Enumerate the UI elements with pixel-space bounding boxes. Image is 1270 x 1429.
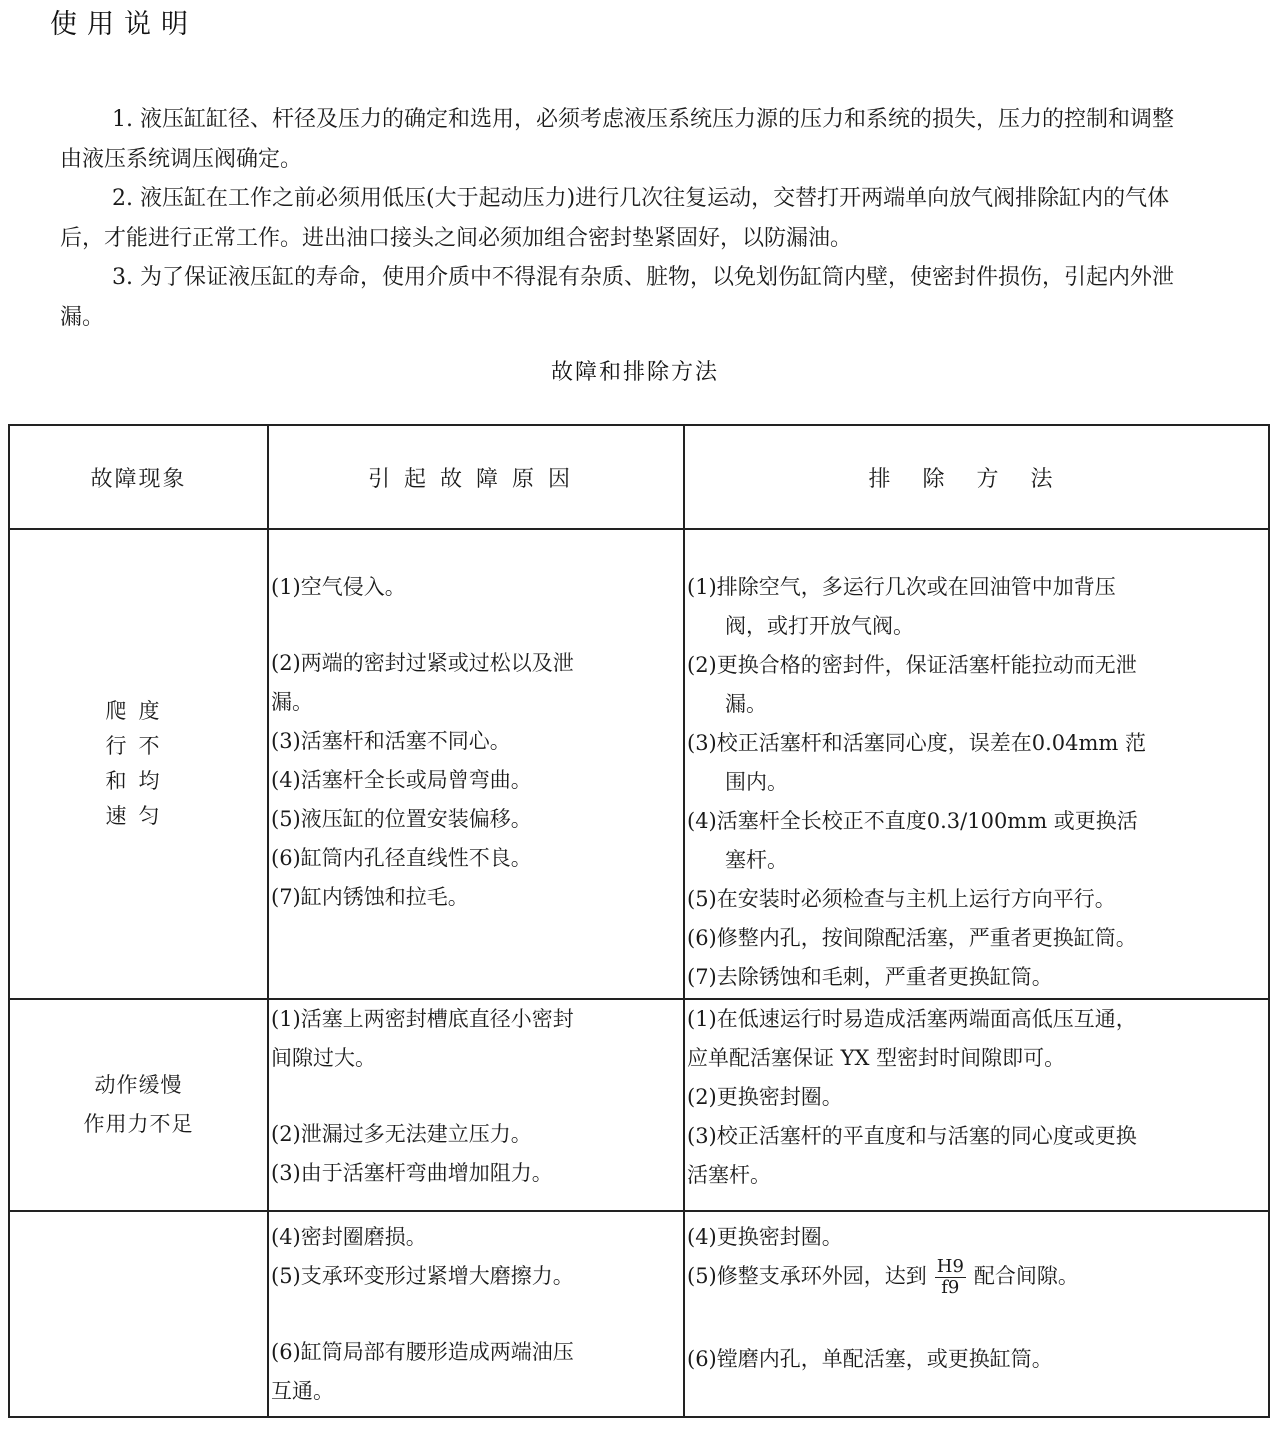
table-header-row bbox=[9, 425, 1269, 529]
header-symptom: 故障现象 bbox=[9, 425, 268, 529]
cause-line: (4)密封圈磨损。 bbox=[271, 1225, 427, 1249]
header-remedy: 排除方法 bbox=[684, 425, 1269, 529]
symptom-cell bbox=[9, 1211, 268, 1417]
cause-line: (6)缸筒内孔径直线性不良。 bbox=[271, 846, 532, 870]
table-row bbox=[9, 1211, 1269, 1417]
remedy-line: (4)更换密封圈。 bbox=[687, 1225, 843, 1249]
symptom-cell: 动作缓慢 作用力不足 bbox=[9, 999, 268, 1211]
remedy-line: (1)排除空气，多运行几次或在回油管中加背压 bbox=[687, 575, 1116, 599]
instruction-1: 1. 液压缸缸径、杆径及压力的确定和选用，必须考虑液压系统压力源的压力和系统的损失，压力的控制和调整由液压系统调压阀确定。 bbox=[60, 107, 1174, 172]
remedy-line: 活塞杆。 bbox=[687, 1163, 771, 1187]
symptom-text: 爬度 行不 和均 速匀 bbox=[105, 699, 172, 828]
cause-line: (1)活塞上两密封槽底直径小密封 bbox=[271, 1007, 574, 1031]
cause-line: (7)缸内锈蚀和拉毛。 bbox=[271, 885, 469, 909]
remedy-line: (2)更换合格的密封件，保证活塞杆能拉动而无泄 bbox=[687, 653, 1137, 677]
cause-line: (3)活塞杆和活塞不同心。 bbox=[271, 729, 511, 753]
cause-line: 漏。 bbox=[271, 690, 313, 714]
cause-line: (4)活塞杆全长或局曾弯曲。 bbox=[271, 768, 532, 792]
cause-line: (6)缸筒局部有腰形造成两端油压 bbox=[271, 1340, 574, 1364]
cause-cell bbox=[268, 1211, 684, 1417]
fit-fraction: $\frac{H9}{f9}$ bbox=[936, 1256, 964, 1298]
remedy-line: (6)镗磨内孔，单配活塞，或更换缸筒。 bbox=[687, 1347, 1053, 1371]
remedy-line: 应单配活塞保证 YX 型密封时间隙即可。 bbox=[687, 1046, 1066, 1070]
remedy-line: (5)修整支承环外园，达到 $\frac{H9}{f9}$ 配合间隙。 bbox=[687, 1256, 1079, 1298]
fault-table bbox=[8, 424, 1270, 1418]
remedy-line: (7)去除锈蚀和毛刺，严重者更换缸筒。 bbox=[687, 965, 1053, 989]
instruction-2: 2. 液压缸在工作之前必须用低压(大于起动压力)进行几次往复运动，交替打开两端单向放气阀排除缸内的气体后，才能进行正常工作。进出油口接头之间必须加组合密封垫紧固好，以防漏油。 bbox=[60, 186, 1170, 251]
table-title: 故障和排除方法 bbox=[550, 360, 719, 385]
remedy-cell bbox=[684, 999, 1269, 1211]
table-row bbox=[9, 529, 1269, 999]
cause-cell bbox=[268, 529, 684, 999]
cause-line: 间隙过大。 bbox=[271, 1046, 376, 1070]
cause-line: (2)泄漏过多无法建立压力。 bbox=[271, 1122, 532, 1146]
usage-instructions bbox=[60, 100, 1185, 337]
cause-cell bbox=[268, 999, 684, 1211]
remedy-line: 围内。 bbox=[725, 770, 788, 794]
remedy-line: (3)校正活塞杆的平直度和与活塞的同心度或更换 bbox=[687, 1124, 1137, 1148]
cause-line: (1)空气侵入。 bbox=[271, 575, 406, 599]
remedy-cell bbox=[684, 529, 1269, 999]
remedy-line: (6)修整内孔，按间隙配活塞，严重者更换缸筒。 bbox=[687, 926, 1137, 950]
remedy-line: (2)更换密封圈。 bbox=[687, 1085, 843, 1109]
cause-line: 互通。 bbox=[271, 1379, 334, 1403]
cause-line: (5)支承环变形过紧增大磨擦力。 bbox=[271, 1264, 574, 1288]
remedy-line: 阀，或打开放气阀。 bbox=[725, 614, 914, 638]
header-cause: 引起故障原因 bbox=[268, 425, 684, 529]
remedy-line: 漏。 bbox=[725, 692, 767, 716]
cause-line: (2)两端的密封过紧或过松以及泄 bbox=[271, 651, 574, 675]
instruction-3: 3. 为了保证液压缸的寿命，使用介质中不得混有杂质、脏物，以免划伤缸筒内壁，使密封件损伤，引起内外泄漏。 bbox=[60, 265, 1174, 330]
page-heading: 使用说明 bbox=[50, 9, 198, 40]
cause-line: (3)由于活塞杆弯曲增加阻力。 bbox=[271, 1161, 553, 1185]
symptom-cell bbox=[9, 529, 268, 999]
cause-line: (5)液压缸的位置安装偏移。 bbox=[271, 807, 532, 831]
remedy-line: (5)在安装时必须检查与主机上运行方向平行。 bbox=[687, 887, 1116, 911]
remedy-line: (4)活塞杆全长校正不直度0.3/100mm 或更换活 bbox=[687, 809, 1138, 833]
remedy-line: (1)在低速运行时易造成活塞两端面高低压互通， bbox=[687, 1007, 1137, 1031]
remedy-cell bbox=[684, 1211, 1269, 1417]
table-row bbox=[9, 999, 1269, 1211]
remedy-line: 塞杆。 bbox=[725, 848, 788, 872]
remedy-line: (3)校正活塞杆和活塞同心度，误差在0.04mm 范 bbox=[687, 731, 1147, 755]
